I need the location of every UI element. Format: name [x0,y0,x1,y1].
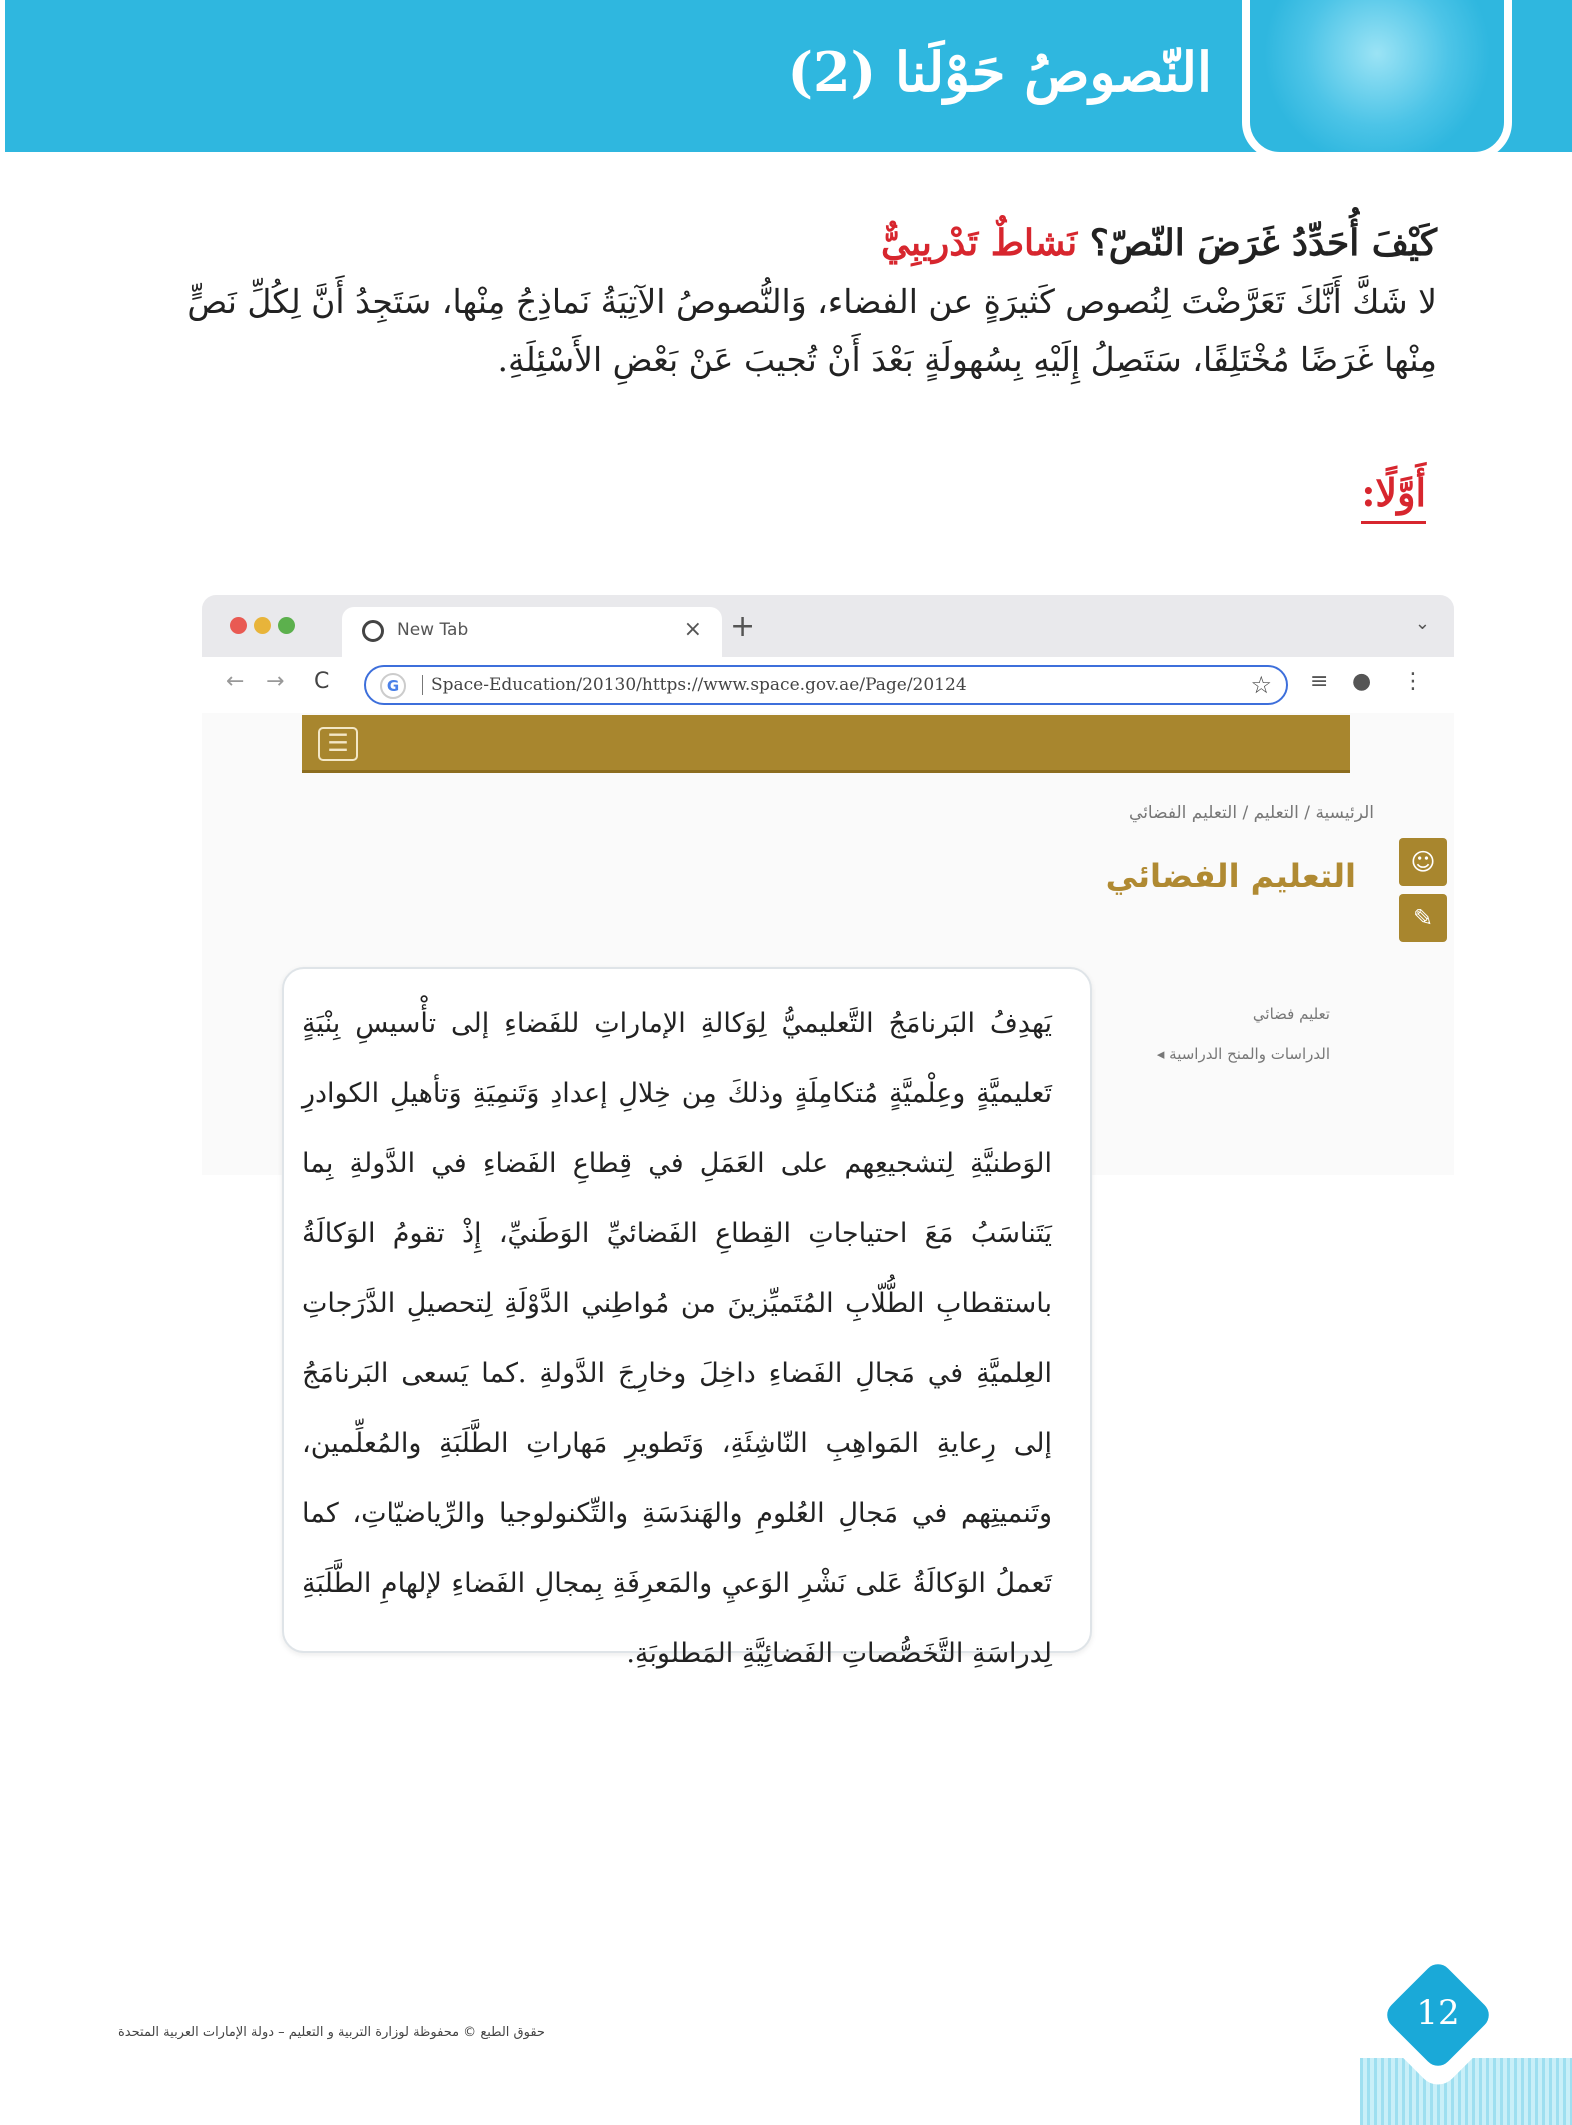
site-nav-bar [302,715,1350,773]
browser-tab-bar [202,595,1454,657]
side-menu-item[interactable]: تعليم فضائي [1252,1005,1330,1023]
tab-label: New Tab [397,620,469,640]
bookmark-star-icon[interactable]: ☆ [1250,671,1272,699]
profile-icon[interactable]: ● [1352,669,1372,694]
tab-close-icon[interactable]: × [683,617,702,642]
intro-paragraph: لا شَكَّ أَنَّكَ تَعَرَّضْتَ لِنُصوص كَثيرَةٍ عن الفضاء، وَالنُّصوصُ الآتِيَةُ نَماذِجُ مِنْها، سَتَجِدُ أَنَّ لِكُلِّ نَصٍّ مِنْها غَرَضًا مُخْتَلِفًا، سَتَصِلُ إِلَيْهِ بِسُهولَةٍ بَعْدَ أَنْ تُجيبَ عَنْ بَعْضِ الأَسْئِلَةِ. [187,282,1437,379]
decorative-badge [1242,0,1512,160]
page-number: 12 [1416,1993,1460,2033]
intro-heading [137,215,1437,271]
hamburger-menu-icon[interactable]: ☰ [318,727,358,761]
page-title: النّصوصُ حَوْلَنا (2) [787,40,1212,104]
address-bar[interactable] [364,665,1288,705]
close-window-dot[interactable] [230,617,247,634]
browser-tab[interactable] [342,607,722,657]
reload-icon[interactable]: C [314,669,330,694]
tab-search-chevron-icon[interactable]: ⌄ [1414,613,1430,634]
breadcrumb[interactable]: الرئيسية / التعليم / التعليم الفضائي [1129,803,1374,823]
passage-card: يَهدِفُ البَرنامَجُ التَّعليميُّ لِوَكالةِ الإماراتِ للفَضاءِ إلى تأْسيسِ بِنْيَةٍ تَعليميَّةٍ وعِلْميَّةٍ مُتكامِلَةٍ وذلكَ مِن خِلالِ إعدادِ وَتَنمِيَةِ وَتأهيلِ الكوادرِ الوَطنيَّةِ لِتشجيعِهم على العَمَلِ في قِطاعِ الفَضاءِ في الدَّولةِ بِما يَتَناسَبُ مَعَ احتياجاتِ القِطاعِ الفَضائيِّ الوَطَنيِّ، إِذْ تقومُ الوَكالَةُ باستقطابِ الطُّلّابِ المُتَميِّزينَ من مُواطِني الدَّوْلَةِ لِتحصيلِ الدَّرَجاتِ العِلميَّةِ في مَجالِ الفَضاءِ داخِلَ وخارِجَ الدَّولةِ .كما يَسعى البَرنامَجُ إلى رِعايةِ المَواهِبِ النّاشِئَةِ، وَتَطويرِ مَهاراتِ الطَّلَبَةِ والمُعلِّمين، وتَنميتِهم في مَجالِ العُلومِ والهَندَسَةِ والتِّكنولوجيا والرِّياضيّاتِ، كما تَعملُ الوَكالَةُ عَلى نَشْرِ الوَعيِ والمَعرِفَةِ بِمجالِ الفَضاءِ لإلهامِ الطَّلَبَةِ لِدراسَةِ التَّخَصُّصاتِ الفَضائِيَّةِ المَطلوبَةِ. [282,967,1092,1653]
site-page-heading: التعليم الفضائي [1105,857,1356,895]
maximize-window-dot[interactable] [278,617,295,634]
feedback-icon[interactable]: ✎ [1399,894,1447,942]
side-menu-item[interactable]: الدراسات والمنح الدراسية ◂ [1156,1045,1330,1063]
copyright-footer: حقوق الطبع © محفوظة لوزارة التربية و التعليم – دولة الإمارات العربية المتحدة [118,2025,545,2040]
reading-list-icon[interactable]: ≡ [1310,669,1329,694]
minimize-window-dot[interactable] [254,617,271,634]
header-banner [5,0,1572,152]
browser-toolbar [202,657,1454,713]
forward-arrow-icon[interactable]: → [266,669,285,694]
new-tab-button[interactable]: + [730,609,756,644]
section-label: أَوَّلًا: [1361,470,1426,524]
accessibility-icon[interactable]: ☺ [1399,838,1447,886]
heading-question: كَيْفَ أُحَدِّدُ غَرَضَ النّصّ؟ [1089,222,1437,264]
chrome-tab-icon [362,620,384,642]
back-arrow-icon[interactable]: ← [226,669,245,694]
browser-menu-icon[interactable]: ⋮ [1402,669,1424,694]
page-badge-pattern [1360,2058,1572,2125]
google-icon: G [380,673,406,699]
heading-activity: نَشاطٌ تَدْريبِيٌّ [881,222,1078,264]
url-text[interactable]: Space-Education/20130/https://www.space.gov.ae/Page/20124 [422,675,967,695]
intro-section [137,215,1437,389]
